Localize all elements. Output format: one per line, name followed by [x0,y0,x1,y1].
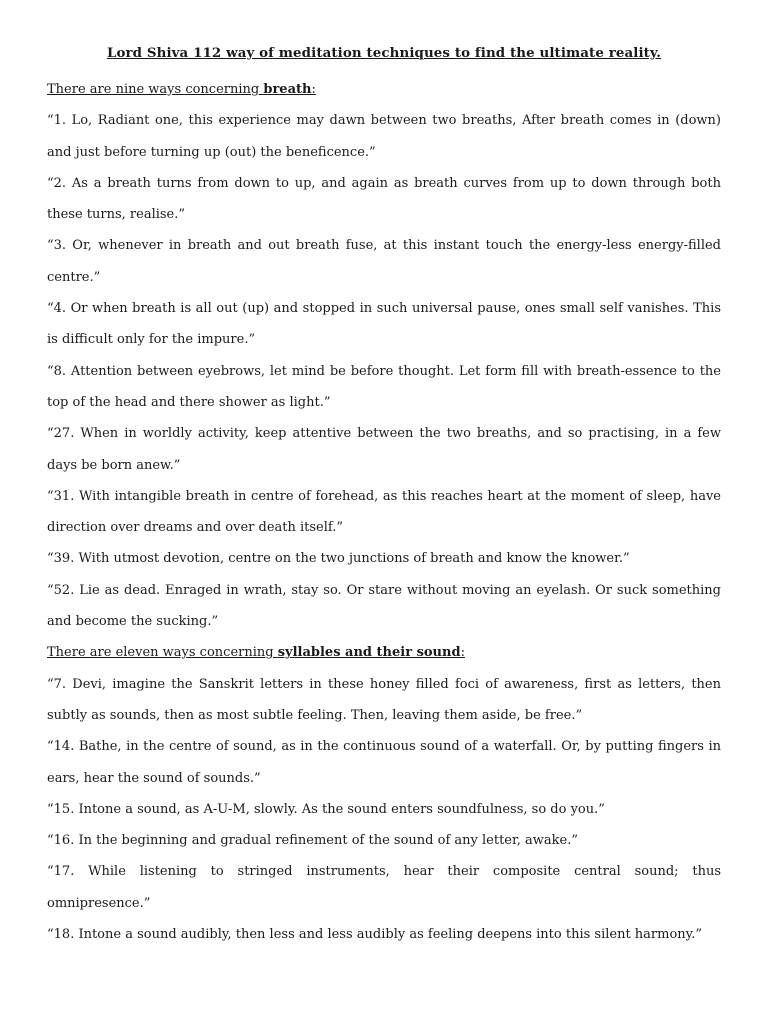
document-page [47,42,721,950]
technique-item: “18. Intone a sound audibly, then less and less audibly as feeling deepens into this silent harmony.” [47,927,703,943]
technique-item: “31. With intangible breath in centre of forehead, as this reaches heart at the moment of sleep, have direction over dreams and over death itself.” [47,488,721,536]
technique-item: “39. With utmost devotion, centre on the two junctions of breath and know the knower.” [47,551,630,567]
technique-item: “17. While listening to stringed instruments, hear their composite central sound; thus omnipresence.” [47,864,721,911]
technique-item: “52. Lie as dead. Enraged in wrath, stay so. Or stare without moving an eyelash. Or suck something and become the sucking.” [47,582,721,630]
technique-item: “16. In the beginning and gradual refinement of the sound of any letter, awake.” [47,833,579,849]
section-syllables [47,637,721,950]
technique-item: “8. Attention between eyebrows, let mind be before thought. Let form fill with breath-essence to the top of the head and there shower as light.” [47,363,721,410]
technique-item: “14. Bathe, in the centre of sound, as in the continuous sound of a waterfall. Or, by putting fingers in ears, hear the sound of sounds.” [47,739,721,786]
technique-item: “27. When in worldly activity, keep attentive between the two breaths, and so practising, in a few days be born anew.” [47,426,721,473]
technique-item: “15. Intone a sound, as A-U-M, slowly. As the sound enters soundfulness, so do you.” [47,801,605,817]
section-breath [47,74,721,637]
technique-item: “4. Or when breath is all out (up) and stopped in such universal pause, ones small self vanishes. This is difficult only for the impure.” [47,301,721,348]
section-heading: There are nine ways concerning breath: [47,82,316,97]
technique-item: “1. Lo, Radiant one, this experience may dawn between two breaths, After breath comes in (down) and just before turning up (out) the beneficence.” [47,113,721,160]
document-title: Lord Shiva 112 way of meditation techniques to find the ultimate reality. [106,45,662,61]
technique-item: “3. Or, whenever in breath and out breath fuse, at this instant touch the energy-less energy-filled centre.” [47,238,721,285]
technique-item: “7. Devi, imagine the Sanskrit letters in these honey filled foci of awareness, first as letters, then subtly as sounds, then as most subtle feeling. Then, leaving them aside, be free.” [47,676,721,723]
technique-item: “2. As a breath turns from down to up, and again as breath curves from up to down through both these turns, realise.” [47,175,721,223]
section-heading: There are eleven ways concerning syllables and their sound: [47,645,465,661]
